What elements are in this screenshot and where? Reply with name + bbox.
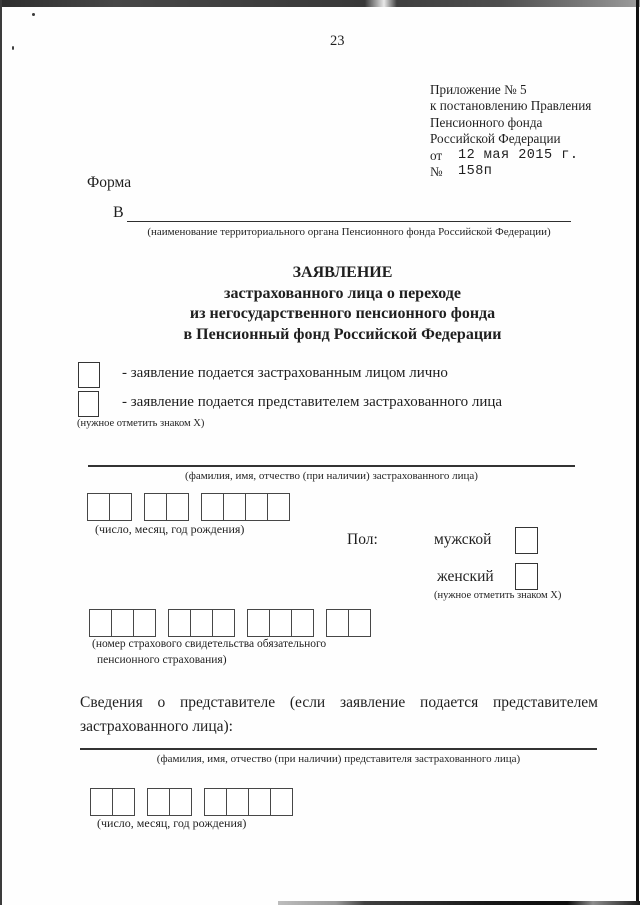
digit-cell[interactable] [109, 493, 132, 521]
snils-caption-line1: (номер страхового свидетельства обязательного [92, 638, 327, 650]
addressee-prefix: В [113, 204, 124, 221]
representative-section-heading [80, 691, 598, 738]
annex-date-row [430, 148, 635, 164]
annex-line: Пенсионного фонда [430, 114, 543, 130]
cell-group [204, 788, 293, 816]
digit-cell[interactable] [169, 788, 192, 816]
annex-number-label: № [430, 164, 443, 180]
digit-cell[interactable] [133, 609, 156, 637]
representative-fio-fill-line[interactable] [80, 748, 597, 750]
annex-date-value: 12 мая 2015 г. [458, 147, 579, 163]
insured-fio-fill-line[interactable] [88, 465, 575, 467]
digit-cell[interactable] [144, 493, 167, 521]
annex-line: к постановлению Правления [430, 98, 592, 114]
form-title-line: ЗАЯВЛЕНИЕ [292, 264, 393, 281]
checkbox-gender-female[interactable] [515, 563, 538, 590]
digit-cell[interactable] [111, 609, 134, 637]
scan-edge-left [0, 0, 2, 905]
gender-female-label: женский [437, 568, 494, 585]
digit-cell[interactable] [291, 609, 314, 637]
cell-group [168, 609, 235, 637]
annex-date-label: от [430, 147, 443, 163]
checkbox-submitted-by-representative[interactable] [78, 391, 99, 417]
snils-caption-line2: пенсионного страхования) [97, 654, 227, 666]
digit-cell[interactable] [87, 493, 110, 521]
cell-group [87, 493, 132, 521]
digit-cell[interactable] [204, 788, 227, 816]
cell-group [326, 609, 371, 637]
representative-birthdate-cells [90, 788, 293, 816]
annex-line: Приложение № 5 [430, 82, 527, 97]
digit-cell[interactable] [112, 788, 135, 816]
cell-group [247, 609, 314, 637]
digit-cell[interactable] [226, 788, 249, 816]
representative-birthdate-caption: (число, месяц, год рождения) [97, 816, 247, 830]
digit-cell[interactable] [248, 788, 271, 816]
cell-group [90, 788, 135, 816]
annex-number-row [430, 164, 635, 180]
checkbox-submitted-personally[interactable] [78, 362, 100, 388]
option-submitted-personally-label: - заявление подается застрахованным лицом лично [122, 365, 448, 381]
cell-group [89, 609, 156, 637]
digit-cell[interactable] [190, 609, 213, 637]
scan-edge-top [0, 0, 640, 7]
digit-cell[interactable] [270, 788, 293, 816]
digit-cell[interactable] [223, 493, 246, 521]
digit-cell[interactable] [348, 609, 371, 637]
cell-group [147, 788, 192, 816]
digit-cell[interactable] [326, 609, 349, 637]
annex-number-value: 158п [458, 164, 493, 180]
insured-fio-caption: (фамилия, имя, отчество (при наличии) застрахованного лица) [185, 470, 478, 482]
form-title [75, 263, 610, 345]
digit-cell[interactable] [166, 493, 189, 521]
gender-label: Пол: [347, 531, 378, 548]
digit-cell[interactable] [247, 609, 270, 637]
checkbox-gender-male[interactable] [515, 527, 538, 554]
scan-edge-right [636, 0, 639, 905]
insured-birthdate-cells [87, 493, 290, 521]
gender-male-label: мужской [434, 531, 492, 548]
representative-heading-line2: застрахованного лица): [80, 717, 233, 735]
digit-cell[interactable] [147, 788, 170, 816]
scan-speck [32, 13, 35, 16]
page-number: 23 [330, 33, 345, 49]
annex-reference-block [430, 82, 635, 180]
digit-cell[interactable] [212, 609, 235, 637]
cell-group [201, 493, 290, 521]
digit-cell[interactable] [90, 788, 113, 816]
snils-cells [89, 609, 371, 637]
digit-cell[interactable] [168, 609, 191, 637]
representative-heading-line1: Сведения о представителе (если заявление подается представителем [80, 694, 598, 711]
digit-cell[interactable] [89, 609, 112, 637]
scan-speck [12, 46, 14, 50]
digit-cell[interactable] [269, 609, 292, 637]
digit-cell[interactable] [245, 493, 268, 521]
form-title-line: застрахованного лица о переходе [224, 284, 461, 302]
digit-cell[interactable] [267, 493, 290, 521]
insured-birthdate-caption: (число, месяц, год рождения) [95, 522, 245, 536]
option-submitted-by-representative-label: - заявление подается представителем застрахованного лица [122, 394, 503, 410]
addressee-fill-line[interactable] [127, 221, 571, 222]
addressee-caption: (наименование территориального органа Пенсионного фонда Российской Федерации) [147, 226, 551, 238]
gender-note: (нужное отметить знаком X) [434, 590, 562, 601]
annex-line: Российской Федерации [430, 131, 561, 147]
form-title-line: в Пенсионный фонд Российской Федерации [183, 325, 502, 343]
form-title-line: из негосударственного пенсионного фонда [189, 305, 496, 322]
form-marker-label: Форма [87, 174, 132, 191]
representative-fio-caption: (фамилия, имя, отчество (при наличии) представителя застрахованного лица) [156, 753, 521, 765]
cell-group [144, 493, 189, 521]
scan-edge-bottom [278, 901, 640, 905]
digit-cell[interactable] [201, 493, 224, 521]
submission-note: (нужное отметить знаком X) [77, 418, 205, 429]
